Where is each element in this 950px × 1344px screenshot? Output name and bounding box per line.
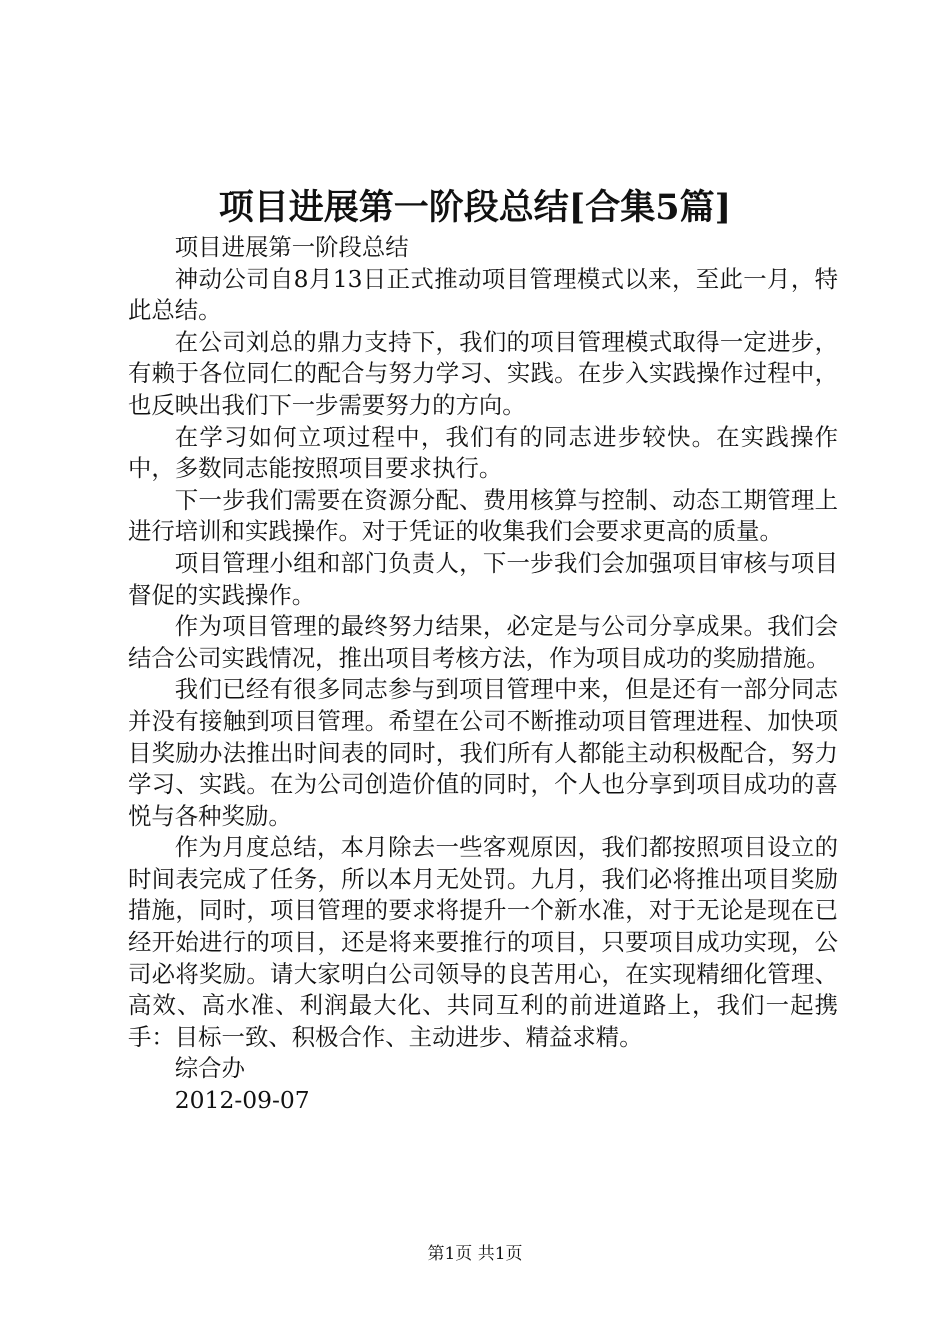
signature-department: 综合办 (174, 1054, 245, 1083)
body-paragraph: 神动公司自8月13日正式推动项目管理模式以来，至此一月，特此总结。 (128, 264, 838, 325)
body-paragraph: 作为项目管理的最终努力结果，必定是与公司分享成果。我们会结合公司实践情况，推出项目考核方法，作为项目成功的奖励措施。 (128, 612, 838, 672)
page-footer: 第1页 共1页 (427, 1244, 523, 1264)
document-body (128, 232, 838, 1117)
body-paragraph: 我们已经有很多同志参与到项目管理中来，但是还有一部分同志并没有接触到项目管理。希望在公司不断推动项目管理进程、加快项目奖励办法推出时间表的同时，我们所有人都能主动积极配合，努力学习、实践。在为公司创造价值的同时，个人也分享到项目成功的喜悦与各种奖励。 (128, 675, 838, 830)
body-paragraph: 在公司刘总的鼎力支持下，我们的项目管理模式取得一定进步，有赖于各位同仁的配合与努力学习、实践。在步入实践操作过程中，也反映出我们下一步需要努力的方向。 (128, 327, 838, 419)
body-paragraph: 项目管理小组和部门负责人，下一步我们会加强项目审核与项目督促的实践操作。 (128, 548, 838, 609)
signature-date: 2012-09-07 (174, 1086, 310, 1115)
body-paragraph: 下一步我们需要在资源分配、费用核算与控制、动态工期管理上进行培训和实践操作。对于凭证的收集我们会要求更高的质量。 (128, 485, 838, 546)
document-title: 项目进展第一阶段总结[合集5篇] (218, 187, 732, 228)
body-paragraph: 在学习如何立项过程中，我们有的同志进步较快。在实践操作中，多数同志能按照项目要求执行。 (128, 422, 838, 483)
subtitle-paragraph: 项目进展第一阶段总结 (174, 233, 409, 261)
body-paragraph: 作为月度总结，本月除去一些客观原因，我们都按照项目设立的时间表完成了任务，所以本月无处罚。九月，我们必将推出项目奖励措施，同时，项目管理的要求将提升一个新水准，对于无论是现在已经开始进行的项目，还是将来要推行的项目，只要项目成功实现，公司必将奖励。请大家明白公司领导的良苦用心，在实现精细化管理、高效、高水准、利润最大化、共同互利的前进道路上，我们一起携手：目标一致、积极合作、主动进步、精益求精。 (128, 833, 838, 1051)
